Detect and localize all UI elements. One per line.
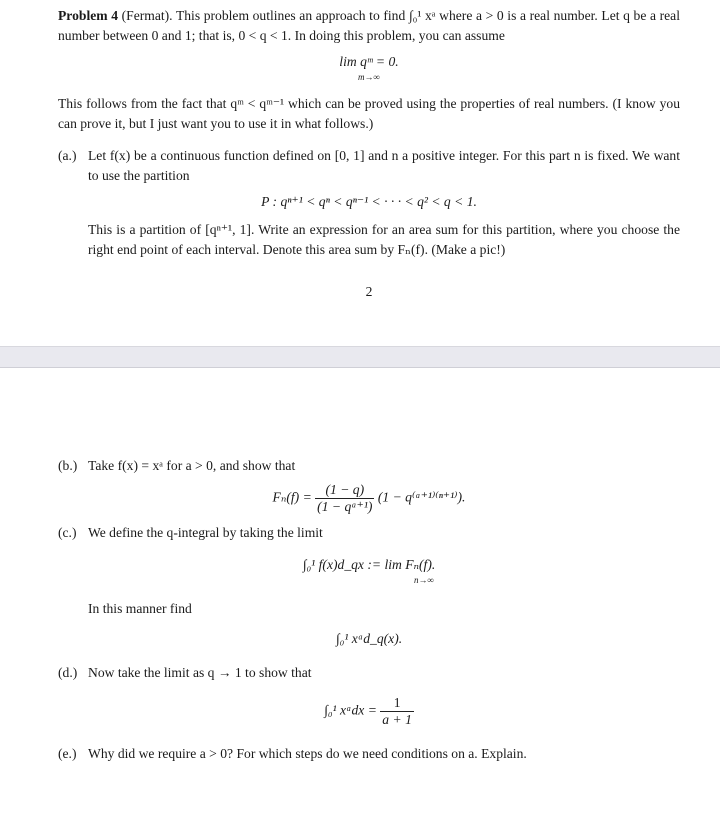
- part-d-label: (d.): [58, 665, 78, 680]
- fn-denominator: (1 − qᵃ⁺¹): [317, 499, 373, 514]
- fn-equation: [58, 482, 680, 515]
- q-integral-subscript: n→∞: [414, 575, 434, 585]
- partition-equation: P : qⁿ⁺¹ < qⁿ < qⁿ⁻¹ < · · · < q² < q < 1.: [261, 194, 477, 209]
- part-a: [58, 146, 680, 186]
- part-c-label: (c.): [58, 525, 77, 540]
- part-b-text: Take f(x) = xᵃ for a > 0, and show that: [88, 458, 296, 473]
- intro-text: (Fermat). This problem outlines an approach to find ∫₀¹ xᵃ where a > 0 is a real number. Let q be a real number between 0 and 1; that is, 0 < q < 1. In doing this problem, you can assume: [58, 8, 680, 43]
- problem-intro: [58, 6, 680, 46]
- final-equation: [58, 695, 680, 728]
- manner-text: In this manner find: [88, 601, 192, 616]
- part-d-text: Now take the limit as q → 1 to show that: [88, 665, 312, 680]
- q-integral-equation: [58, 555, 680, 589]
- page-number: 2: [365, 284, 373, 299]
- part-e: [58, 744, 680, 764]
- part-a-label: (a.): [58, 148, 77, 163]
- final-numerator: 1: [380, 695, 414, 712]
- part-e-text: Why did we require a > 0? For which steps do we need conditions on a. Explain.: [88, 746, 527, 761]
- problem-heading: Problem 4: [58, 8, 118, 23]
- page-1: [0, 0, 720, 346]
- page-2: [0, 368, 720, 764]
- fn-numerator: (1 − q): [315, 482, 374, 499]
- page-separator: [0, 346, 720, 368]
- fn-rhs: (1 − q⁽ᵃ⁺¹⁾⁽ⁿ⁺¹⁾).: [377, 489, 466, 505]
- limit-equation: [58, 52, 680, 86]
- part-c-text: We define the q-integral by taking the limit: [88, 525, 323, 540]
- part-a-text: Let f(x) be a continuous function defined on [0, 1] and n a positive integer. For this part n is fixed. We want to use the partition: [88, 148, 680, 183]
- part-a-text-2: This is a partition of [qⁿ⁺¹, 1]. Write an expression for an area sum for this partition, where you choose the right end point of each interval. Denote this area sum by Fₙ(f). (Make a pic!): [88, 222, 680, 257]
- find-equation: ∫₀¹ xᵃd_q(x).: [335, 631, 403, 646]
- q-integral-expression: ∫₀¹ f(x)d_qx := lim Fₙ(f).: [302, 557, 436, 572]
- limit-subscript: m→∞: [358, 72, 380, 82]
- part-d: [58, 663, 680, 683]
- limit-expression: lim qᵐ = 0.: [339, 54, 399, 69]
- follow-text: This follows from the fact that qᵐ < qᵐ⁻¹ which can be proved using the properties of real numbers. (I know you can prove it, but I just want you to use it in what follows.): [58, 96, 680, 131]
- part-c: [58, 523, 680, 543]
- final-denominator: a + 1: [382, 712, 412, 727]
- final-lhs: ∫₀¹ xᵃdx =: [324, 702, 377, 718]
- part-b-label: (b.): [58, 458, 78, 473]
- part-e-label: (e.): [58, 746, 77, 761]
- fn-lhs: Fₙ(f) =: [272, 489, 312, 505]
- part-b: [58, 456, 680, 476]
